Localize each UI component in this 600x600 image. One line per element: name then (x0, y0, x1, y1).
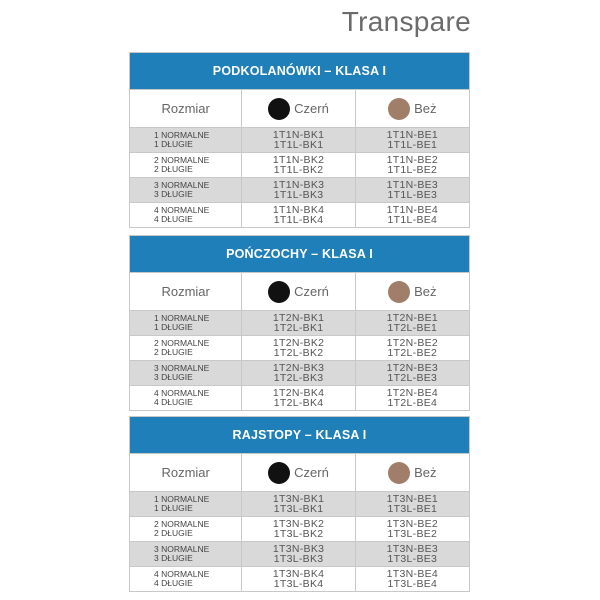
beige-code-cell (356, 492, 469, 516)
size-cell (130, 178, 242, 202)
code-normal: 1T3N-BE3 (386, 543, 439, 555)
size-long: 2 DŁUGIE (154, 347, 193, 357)
black-swatch-icon (268, 98, 290, 120)
code-long: 1T2L-BK2 (273, 347, 324, 359)
beige-column-label: Beż (414, 465, 437, 480)
beige-code-cell (356, 178, 469, 202)
code-long: 1T1L-BK2 (273, 164, 324, 176)
size-column-header: Rozmiar (130, 273, 242, 310)
code-normal: 1T1N-BK1 (272, 129, 325, 141)
black-column-header (242, 90, 355, 127)
black-column-label: Czerń (294, 284, 329, 299)
table-title: POŃCZOCHY – KLASA I (130, 236, 469, 272)
code-normal: 1T3N-BK4 (272, 568, 325, 580)
size-long: 4 DŁUGIE (154, 214, 193, 224)
table-rajstopy (129, 416, 470, 592)
table-row (130, 360, 469, 385)
black-code-cell (242, 386, 355, 410)
beige-column-label: Beż (414, 284, 437, 299)
size-column-header: Rozmiar (130, 454, 242, 491)
size-cell (130, 492, 242, 516)
code-normal: 1T3N-BE4 (386, 568, 439, 580)
beige-column-header (356, 454, 469, 491)
size-normal: 4 NORMALNE (154, 387, 210, 398)
size-long: 2 DŁUGIE (154, 528, 193, 538)
size-normal: 2 NORMALNE (154, 337, 210, 348)
beige-column-header (356, 273, 469, 310)
size-long: 4 DŁUGIE (154, 578, 193, 588)
size-cell (130, 203, 242, 227)
code-normal: 1T3N-BK3 (272, 543, 325, 555)
black-code-cell (242, 567, 355, 591)
beige-code-cell (356, 153, 469, 177)
code-normal: 1T2N-BE1 (386, 312, 439, 324)
size-normal: 2 NORMALNE (154, 518, 210, 529)
black-column-label: Czerń (294, 101, 329, 116)
code-normal: 1T1N-BK2 (272, 154, 325, 166)
black-code-cell (242, 128, 355, 152)
black-code-cell (242, 542, 355, 566)
table-podkolanowki (129, 52, 470, 228)
black-swatch-icon (268, 281, 290, 303)
code-long: 1T2L-BE4 (387, 397, 438, 409)
code-normal: 1T1N-BE4 (386, 204, 439, 216)
code-normal: 1T3N-BE1 (386, 493, 439, 505)
beige-code-cell (356, 203, 469, 227)
code-long: 1T1L-BK1 (273, 139, 324, 151)
code-long: 1T2L-BK1 (273, 322, 324, 334)
size-long: 2 DŁUGIE (154, 164, 193, 174)
code-normal: 1T3N-BK1 (272, 493, 325, 505)
table-header-row (130, 453, 469, 491)
beige-code-cell (356, 128, 469, 152)
code-long: 1T2L-BK4 (273, 397, 324, 409)
code-normal: 1T2N-BE2 (386, 337, 439, 349)
size-cell (130, 361, 242, 385)
table-row (130, 385, 469, 410)
table-row (130, 127, 469, 152)
table-header-row (130, 272, 469, 310)
table-header-row (130, 89, 469, 127)
beige-code-cell (356, 567, 469, 591)
table-row (130, 177, 469, 202)
black-code-cell (242, 492, 355, 516)
beige-swatch-icon (388, 98, 410, 120)
black-swatch-icon (268, 462, 290, 484)
size-normal: 1 NORMALNE (154, 129, 210, 140)
code-normal: 1T2N-BK4 (272, 387, 325, 399)
size-cell (130, 153, 242, 177)
code-long: 1T2L-BE2 (387, 347, 438, 359)
code-long: 1T3L-BK1 (273, 503, 324, 515)
code-normal: 1T1N-BE1 (386, 129, 439, 141)
black-column-label: Czerń (294, 465, 329, 480)
code-long: 1T2L-BE3 (387, 372, 438, 384)
black-code-cell (242, 178, 355, 202)
code-long: 1T3L-BK4 (273, 578, 324, 590)
code-normal: 1T2N-BK2 (272, 337, 325, 349)
size-long: 3 DŁUGIE (154, 189, 193, 199)
size-cell (130, 128, 242, 152)
size-long: 1 DŁUGIE (154, 139, 193, 149)
code-long: 1T1L-BE3 (387, 189, 438, 201)
black-code-cell (242, 361, 355, 385)
black-code-cell (242, 153, 355, 177)
size-long: 4 DŁUGIE (154, 397, 193, 407)
code-long: 1T3L-BE4 (387, 578, 438, 590)
table-row (130, 491, 469, 516)
code-normal: 1T2N-BK1 (272, 312, 325, 324)
size-long: 1 DŁUGIE (154, 503, 193, 513)
table-title: PODKOLANÓWKI – KLASA I (130, 53, 469, 89)
size-normal: 4 NORMALNE (154, 568, 210, 579)
size-normal: 1 NORMALNE (154, 493, 210, 504)
code-long: 1T1L-BK3 (273, 189, 324, 201)
size-normal: 3 NORMALNE (154, 179, 210, 190)
code-long: 1T1L-BK4 (273, 214, 324, 226)
size-long: 1 DŁUGIE (154, 322, 193, 332)
beige-code-cell (356, 361, 469, 385)
beige-swatch-icon (388, 462, 410, 484)
table-row (130, 516, 469, 541)
code-long: 1T1L-BE1 (387, 139, 438, 151)
black-code-cell (242, 311, 355, 335)
code-normal: 1T1N-BE2 (386, 154, 439, 166)
code-long: 1T2L-BE1 (387, 322, 438, 334)
table-row (130, 335, 469, 360)
code-long: 1T2L-BK3 (273, 372, 324, 384)
beige-code-cell (356, 336, 469, 360)
code-normal: 1T1N-BK3 (272, 179, 325, 191)
beige-code-cell (356, 542, 469, 566)
brand-title: Transpare (341, 6, 471, 37)
beige-column-header (356, 90, 469, 127)
black-code-cell (242, 336, 355, 360)
table-title: RAJSTOPY – KLASA I (130, 417, 469, 453)
size-cell (130, 311, 242, 335)
size-long: 3 DŁUGIE (154, 553, 193, 563)
code-long: 1T1L-BE4 (387, 214, 438, 226)
table-row (130, 152, 469, 177)
size-long: 3 DŁUGIE (154, 372, 193, 382)
table-row (130, 541, 469, 566)
table-row (130, 566, 469, 591)
beige-code-cell (356, 386, 469, 410)
table-row (130, 310, 469, 335)
code-long: 1T3L-BE3 (387, 553, 438, 565)
size-normal: 4 NORMALNE (154, 204, 210, 215)
size-cell (130, 336, 242, 360)
code-normal: 1T2N-BE3 (386, 362, 439, 374)
size-normal: 3 NORMALNE (154, 362, 210, 373)
size-normal: 3 NORMALNE (154, 543, 210, 554)
beige-column-label: Beż (414, 101, 437, 116)
code-normal: 1T3N-BE2 (386, 518, 439, 530)
code-long: 1T3L-BK2 (273, 528, 324, 540)
black-column-header (242, 454, 355, 491)
size-column-header: Rozmiar (130, 90, 242, 127)
code-normal: 1T2N-BK3 (272, 362, 325, 374)
beige-code-cell (356, 311, 469, 335)
black-code-cell (242, 517, 355, 541)
beige-code-cell (356, 517, 469, 541)
table-ponczochy (129, 235, 470, 411)
size-cell (130, 567, 242, 591)
code-normal: 1T1N-BE3 (386, 179, 439, 191)
table-row (130, 202, 469, 227)
beige-swatch-icon (388, 281, 410, 303)
size-normal: 2 NORMALNE (154, 154, 210, 165)
code-long: 1T3L-BK3 (273, 553, 324, 565)
code-normal: 1T1N-BK4 (272, 204, 325, 216)
black-code-cell (242, 203, 355, 227)
size-normal: 1 NORMALNE (154, 312, 210, 323)
code-long: 1T1L-BE2 (387, 164, 438, 176)
code-normal: 1T3N-BK2 (272, 518, 325, 530)
code-normal: 1T2N-BE4 (386, 387, 439, 399)
code-long: 1T3L-BE2 (387, 528, 438, 540)
code-long: 1T3L-BE1 (387, 503, 438, 515)
size-cell (130, 517, 242, 541)
size-cell (130, 542, 242, 566)
size-cell (130, 386, 242, 410)
black-column-header (242, 273, 355, 310)
